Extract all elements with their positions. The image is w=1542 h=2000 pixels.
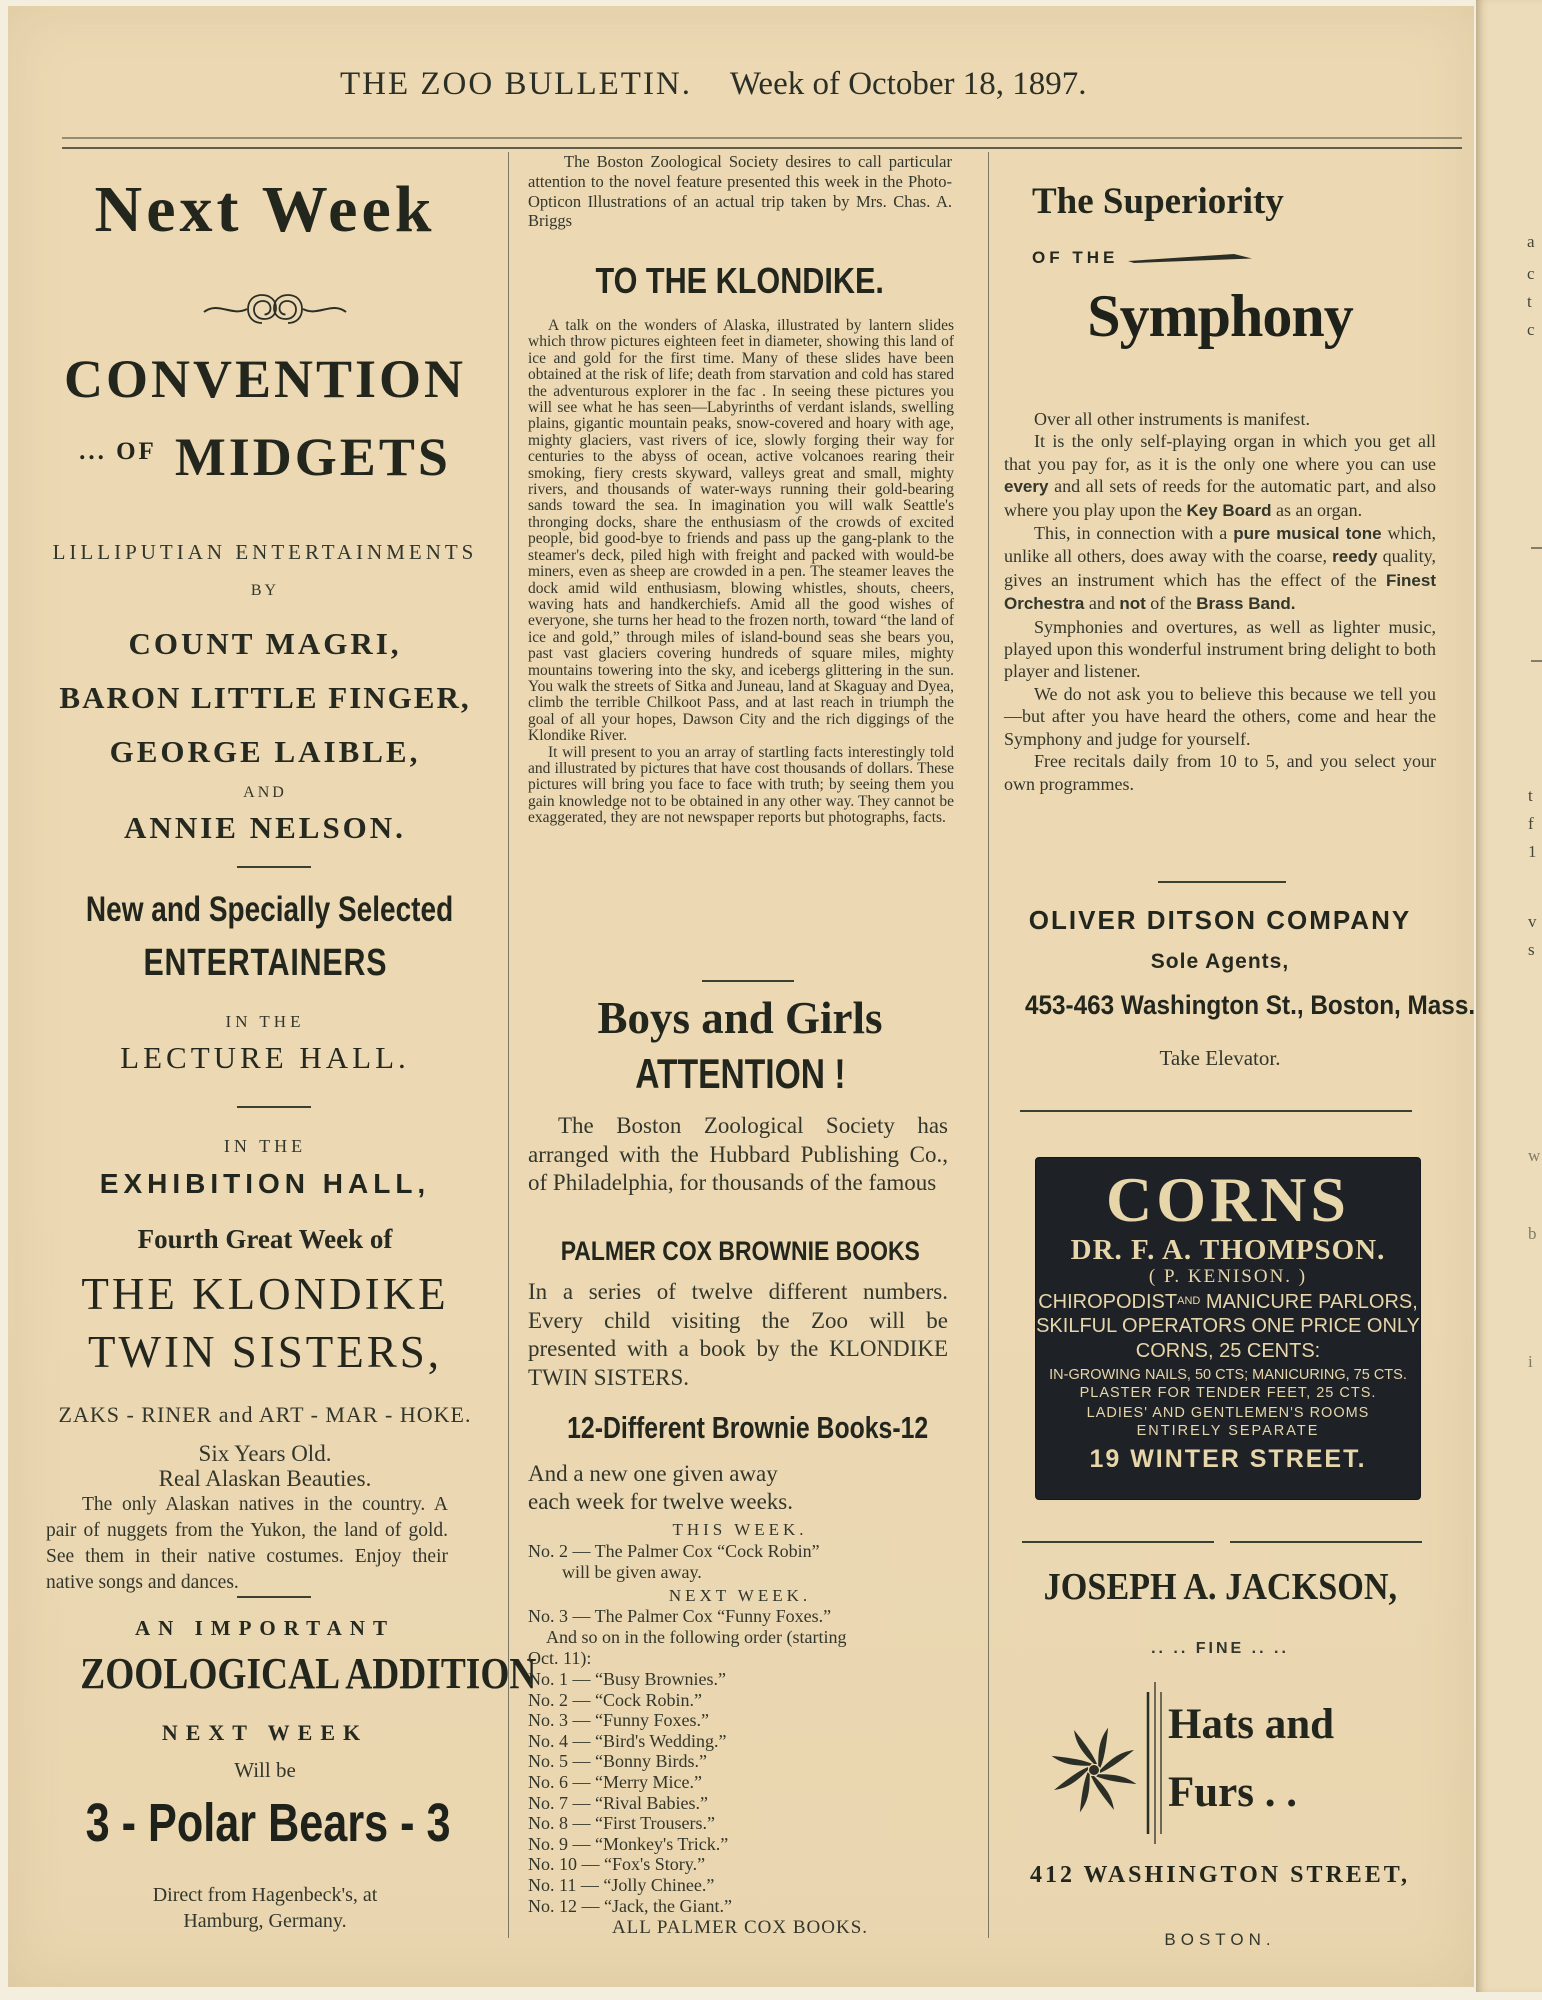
starburst-ornament — [1042, 1678, 1177, 1848]
section-rule — [237, 866, 311, 868]
will-be-line: Will be — [234, 1758, 296, 1782]
of-prefix: ... OF — [79, 438, 157, 465]
corns-plaster: PLASTER FOR TENDER FEET, 25 CTS. — [1079, 1385, 1377, 1402]
symphony-paragraph-2: It is the only self-playing organ in which you get all that you pay for, as it is the only one where you can use every and all sets of reeds for the automatic part, and also where you play upon the Key Board as an organ. — [1004, 431, 1436, 520]
all-books-line: ALL PALMER COX BOOKS. — [611, 1917, 869, 1938]
palmer-cox-heading: PALMER COX BROWNIE BOOKS — [560, 1236, 920, 1266]
zaks-line: ZAKS - RINER and ART - MAR - HOKE. — [58, 1402, 472, 1427]
brownie-book-list — [528, 1669, 954, 1916]
klondike-article — [528, 318, 954, 827]
performer-baron-little-finger: BARON LITTLE FINGER, — [59, 680, 471, 715]
entertainers-line: ENTERTAINERS — [143, 942, 387, 984]
of-the-text: OF THE — [1032, 248, 1119, 267]
book-list-item: No. 1 — “Busy Brownies.” — [528, 1669, 726, 1689]
direct-line1: Direct from Hagenbeck's, at — [152, 1884, 378, 1906]
giveaway-line1: And a new one given away — [528, 1461, 778, 1486]
by-line: BY — [250, 582, 280, 599]
masthead-rule-thick — [62, 147, 1462, 149]
section-rule — [237, 1596, 311, 1598]
next-page-edge — [1476, 0, 1542, 1992]
column-rule-right — [988, 152, 989, 1938]
edge-letter: t — [1528, 786, 1533, 805]
corns-parlors: $CHIROPODIST^{AND}$ MANICURE PARLORS, — [1038, 1290, 1418, 1313]
attention-heading: ATTENTION ! — [634, 1050, 846, 1097]
book-list-item: No. 5 — “Bonny Birds.” — [528, 1751, 707, 1772]
masthead-title: THE ZOO BULLETIN. — [340, 66, 693, 102]
edge-letter: w — [1528, 1146, 1541, 1165]
performer-george-laible: GEORGE LAIBLE, — [109, 734, 421, 769]
twelve-books-heading: 12-Different Brownie Books-12 — [567, 1410, 929, 1445]
masthead-date: Week of October 18, 1897. — [729, 66, 1087, 102]
order-line2: Oct. 11): — [528, 1648, 592, 1668]
exhibition-hall-line: EXHIBITION HALL, — [99, 1168, 431, 1199]
to-the-klondike-heading: TO THE KLONDIKE. — [595, 260, 885, 301]
book-list-item: No. 9 — “Monkey's Trick.” — [528, 1833, 729, 1854]
symphony-paragraph-6: Free recitals daily from 10 to 5, and you select your own programmes. — [1004, 751, 1436, 794]
series-paragraph: In a series of twelve different numbers. Every child visiting the Zoo will be presented with a book by the KLONDIKE TWIN SISTERS. — [528, 1279, 948, 1390]
book-list-item: No. 6 — “Merry Mice.” — [528, 1771, 702, 1792]
ditson-elevator: Take Elevator. — [1159, 1046, 1281, 1070]
six-years-line: Six Years Old. — [198, 1441, 332, 1466]
symphony-paragraph-3: This, in connection with a pure musical tone which, unlike all others, does away with the coarse, reedy quality, gives an instrument which has the effect of the Finest Orchestra and not of the Brass Band. — [1004, 523, 1436, 614]
edge-letter: i — [1528, 1352, 1533, 1371]
giveaway-line2: each week for twelve weeks. — [528, 1489, 794, 1514]
corns-separate: ENTIRELY SEPARATE — [1136, 1422, 1320, 1439]
jackson-fine: .. .. FINE .. .. — [1151, 1640, 1289, 1657]
section-rule — [1158, 881, 1286, 883]
intro-paragraph: The Boston Zoological Society desires to call particular attention to the novel feature presented this week in the Photo-Opticon Illustrations of an actual trip taken by Mrs. Chas. A. Briggs — [528, 152, 952, 231]
klondike-line2: TWIN SISTERS, — [88, 1327, 442, 1377]
corns-doctor: DR. F. A. THOMPSON. — [1070, 1234, 1386, 1266]
an-important-line: AN IMPORTANT — [135, 1616, 395, 1640]
masthead-rule-thin — [62, 137, 1462, 139]
hubbard-paragraph: The Boston Zoological Society has arranged with the Hubbard Publishing Co., of Philadelphia, for thousands of the famous — [528, 1113, 948, 1195]
this-week-line1: No. 2 — The Palmer Cox “Cock Robin” — [528, 1541, 820, 1561]
edge-letter: f — [1528, 814, 1534, 833]
this-week-label: THIS WEEK. — [672, 1520, 808, 1539]
lilliputian-line: LILLIPUTIAN ENTERTAINMENTS — [52, 540, 478, 564]
ditson-agents: Sole Agents, — [1150, 950, 1290, 973]
corns-nails: IN-GROWING NAILS, 50 CTS; MANICURING, 75 CTS. — [1049, 1366, 1407, 1383]
corns-headline: CORNS — [1105, 1164, 1351, 1235]
performer-annie-nelson: ANNIE NELSON. — [124, 810, 406, 845]
next-week-2-line: NEXT WEEK — [161, 1720, 369, 1745]
jackson-name: JOSEPH A. JACKSON, — [1043, 1566, 1397, 1608]
symphony-paragraph-1: Over all other instruments is manifest. — [1034, 409, 1310, 429]
section-rule-long — [1020, 1110, 1412, 1112]
corns-operators: SKILFUL OPERATORS ONE PRICE ONLY — [1036, 1315, 1420, 1338]
corns-rooms: LADIES' AND GENTLEMEN'S ROOMS — [1086, 1405, 1370, 1422]
and-line: AND — [243, 784, 287, 801]
corns-price: CORNS, 25 CENTS: — [1135, 1339, 1321, 1362]
superiority-heading: The Superiority — [1032, 181, 1284, 222]
boys-girls-heading: Boys and Girls — [597, 993, 883, 1043]
edge-letter: v — [1528, 912, 1537, 931]
book-list-item: No. 11 — “Jolly Chinee.” — [528, 1874, 715, 1895]
edge-letter: c — [1527, 320, 1535, 339]
spiral-ornament — [200, 286, 350, 332]
convention-heading: CONVENTION — [63, 349, 467, 409]
jackson-address: 412 WASHINGTON STREET, — [1029, 1862, 1411, 1888]
jackson-city: BOSTON. — [1164, 1930, 1276, 1949]
book-list-item: No. 2 — “Cock Robin.” — [528, 1689, 702, 1710]
klondike-line1: THE KLONDIKE — [81, 1269, 449, 1319]
next-week-label: NEXT WEEK. — [668, 1586, 812, 1605]
symphony-paragraph-4: Symphonies and overtures, as well as lighter music, played upon this wonderful instrument bring delight to both player and listener. — [1004, 616, 1436, 682]
fourth-week-line: Fourth Great Week of — [137, 1224, 393, 1254]
symphony-paragraph-5: We do not ask you to believe this because we tell you—but after you have heard the others, come and hear the Symphony and judge for yourself. — [1004, 683, 1436, 749]
direct-line2: Hamburg, Germany. — [183, 1910, 347, 1932]
book-list-item: No. 8 — “First Trousers.” — [528, 1813, 716, 1834]
section-rule — [237, 1106, 311, 1108]
edge-dash — [1531, 547, 1542, 549]
ditson-address: 453-463 Washington St., Boston, Mass. — [1025, 990, 1476, 1020]
lecture-hall-line: LECTURE HALL. — [120, 1040, 410, 1075]
midgets-word: MIDGETS — [174, 427, 451, 487]
jackson-furs: Furs . . — [1168, 1769, 1297, 1816]
of-midgets-heading — [40, 426, 490, 488]
edge-dash — [1531, 660, 1542, 662]
corns-street: 19 WINTER STREET. — [1089, 1444, 1367, 1473]
book-list-item: No. 10 — “Fox's Story.” — [528, 1854, 706, 1875]
tapered-dash — [1128, 253, 1253, 265]
of-the-line — [1032, 248, 1253, 270]
polar-bears-headline: 3 - Polar Bears - 3 — [85, 1793, 451, 1853]
ditson-name: OLIVER DITSON COMPANY — [1028, 905, 1412, 935]
masthead — [340, 66, 1087, 103]
order-line1: And so on in the following order (starting — [546, 1627, 847, 1647]
section-rule-seg2 — [1230, 1541, 1422, 1543]
book-list-item: No. 7 — “Rival Babies.” — [528, 1792, 708, 1813]
in-the-exhibition: IN THE — [223, 1136, 307, 1156]
real-beauties-line: Real Alaskan Beauties. — [158, 1466, 372, 1491]
symphony-article — [1004, 408, 1436, 795]
in-the-lecture: IN THE — [225, 1012, 305, 1031]
edge-letter: c — [1527, 264, 1535, 283]
book-list-item: No. 4 — “Bird's Wedding.” — [528, 1730, 727, 1751]
giveaway-lines — [528, 1460, 948, 1516]
next-week-line: No. 3 — The Palmer Cox “Funny Foxes.” — [528, 1606, 832, 1626]
natives-paragraph: The only Alaskan natives in the country. A pair of nuggets from the Yukon, the land of gold. See them in their native costumes. Enjoy their native songs and dances. — [46, 1494, 448, 1593]
edge-letter: 1 — [1528, 842, 1537, 861]
edge-letter: t — [1527, 292, 1532, 311]
next-week-heading: Next Week — [94, 173, 436, 246]
new-selected-line: New and Specially Selected — [85, 890, 454, 929]
jackson-hats: Hats and — [1168, 1701, 1335, 1748]
section-rule-seg1 — [1022, 1541, 1214, 1543]
klondike-paragraph-2: It will present to you an array of startling facts interestingly told and illustrated by pictures that have cost thousands of dollars. These pictures will bring you face to face with truth; by seeing them you gain knowledge not to be obtained in any other way. They cannot be exaggerated, they are not newspaper reports but photographs, facts. — [528, 743, 954, 827]
book-list-item: No. 3 — “Funny Foxes.” — [528, 1710, 709, 1731]
edge-letter: s — [1528, 940, 1535, 959]
zoological-addition-line: ZOOLOGICAL ADDITION — [80, 1649, 537, 1698]
section-rule — [702, 980, 794, 982]
klondike-paragraph-1: A talk on the wonders of Alaska, illustrated by lantern slides which throw pictures eighteen feet in diameter, showing this land of ice and gold for the first time. Many of these slides have been obtained at the risk of life; death from starvation and cold has stared the adventurous explorer in the fac . In seeing these pictures you will see what he has seen—Labyrinths of verdant islands, swelling plains, gigantic mountain peaks, snow-covered and hoary with age, mighty glaciers, vast rivers of ice, slowly forging their way for centuries to the abyss of ocean, active volcanoes rearing their smoking, fiery crests skyward, valleys great and small, mighty rivers, and thousands of water-ways running their gold-bearing sands toward the sea. In imagination you will walk Seattle's thronging docks, share the enthusiasm of the crowds of excited people, bid good-bye to friends and pass up the gang-plank to the steamer's deck, piled high with freight and packed with would-be miners, even as sheep are crowded in a pen. The steamer leaves the dock amid wild enthusiasm, blowing whistles, shouts, cheers, waving hats and handkerchiefs. Amid all the good wishes of everyone, she turns her head to the frozen north, toward “the land of ice and gold,” through miles of island-bound seas she bears you, past vast glaciers covering hundreds of square miles, mighty mountains towering into the sky, and icebergs glittering in the sun. You walk the streets of Sitka and Juneau, land at Skaguay and Dyea, climb the terrible Chilkoot Pass, and at last reach in triumph the goal of all your hopes, Dawson City and the rich diggings of the Klondike River. — [528, 317, 954, 745]
performer-count-magri: COUNT MAGRI, — [128, 626, 402, 661]
edge-letter: a — [1527, 232, 1535, 251]
corns-kenison: ( P. KENISON. ) — [1148, 1266, 1308, 1288]
book-list-item: No. 12 — “Jack, the Giant.” — [528, 1895, 732, 1916]
edge-letter: b — [1528, 1224, 1537, 1243]
corns-ad — [1036, 1158, 1420, 1499]
symphony-heading: Symphony — [1087, 283, 1353, 349]
this-week-line2: will be given away. — [562, 1562, 702, 1582]
